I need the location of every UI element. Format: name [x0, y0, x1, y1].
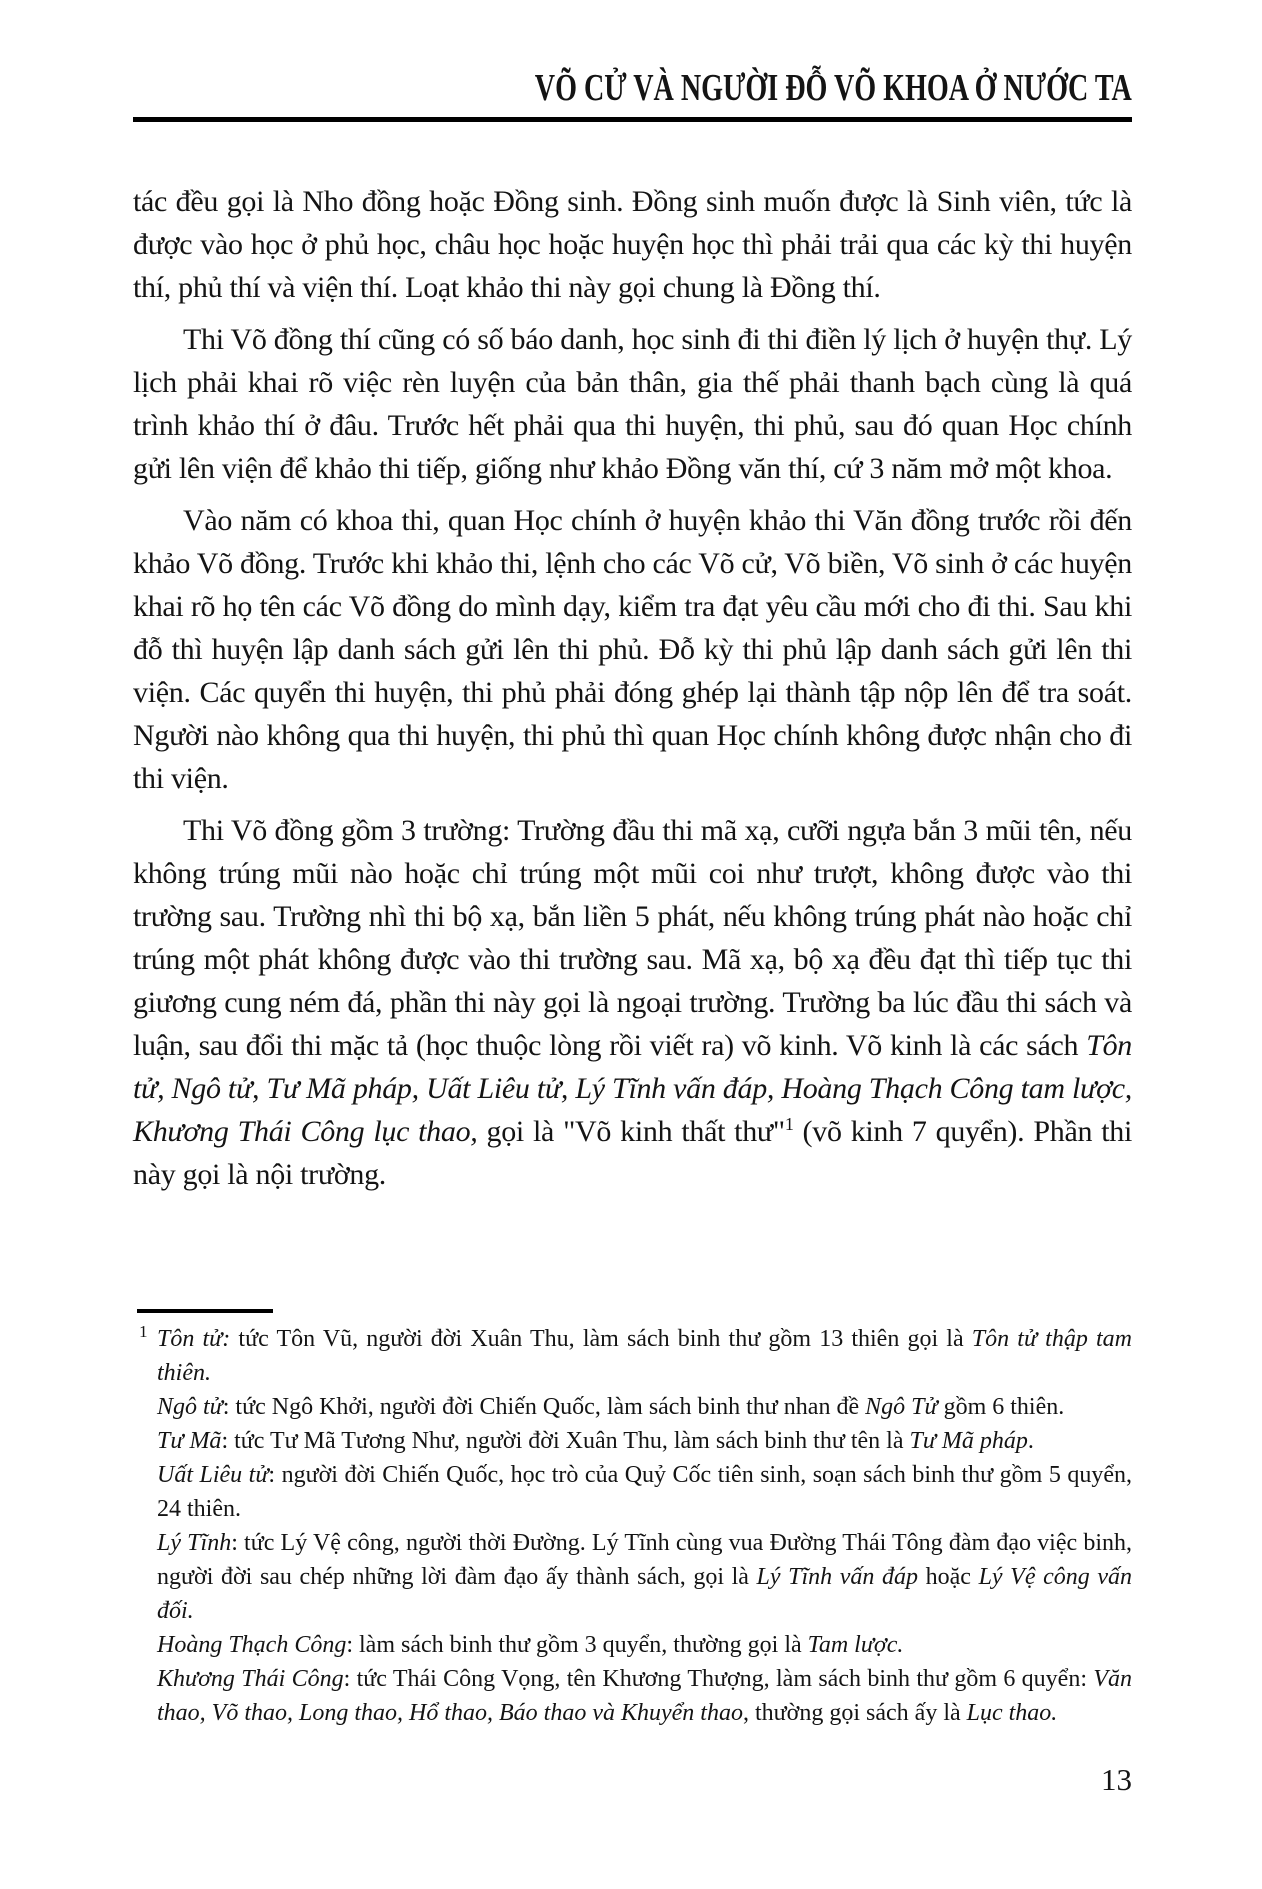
- italic-run: Tư Mã: [157, 1428, 222, 1454]
- italic-run: Tôn tử thập tam thiên.: [157, 1326, 1132, 1386]
- italic-run: Tam lược.: [807, 1632, 904, 1658]
- footnote-separator: [137, 1309, 273, 1313]
- text-run: .: [1027, 1428, 1034, 1454]
- footnote-entry: 1 Tôn tử: tức Tôn Vũ, người đời Xuân Thu, làm sách binh thư gồm 13 thiên gọi là Tôn tử thập tam thiên.: [139, 1322, 1132, 1386]
- italic-run: Khương Thái Công: [157, 1666, 344, 1692]
- italic-run: Lục thao.: [966, 1700, 1058, 1726]
- text-run: : làm sách binh thư gồm 3 quyển, thường gọi là: [346, 1632, 808, 1658]
- text-run: hoặc: [918, 1564, 979, 1590]
- body-text: [133, 180, 1132, 1205]
- text-run: gồm 6 thiên.: [937, 1394, 1065, 1420]
- page-number: 13: [1101, 1762, 1132, 1797]
- italic-run: Uất Liêu tử: [157, 1462, 269, 1488]
- text-run: Thi Võ đồng thí cũng có số báo danh, học sinh đi thi điền lý lịch ở huyện thự. Lý lịch phải khai rõ việc rèn luyện của bản thân, gia thế phải thanh bạch cùng là quá trình khảo thí ở đâu. Trước hết phải qua thi huyện, thi phủ, sau đó quan Học chính gửi lên viện để khảo thi tiếp, giống như khảo Đồng văn thí, cứ 3 năm mở một khoa.: [133, 323, 1132, 485]
- text-run: , thường gọi sách ấy là: [742, 1700, 967, 1726]
- text-run: gọi là "Võ kinh thất thư": [477, 1115, 785, 1148]
- italic-run: Tư Mã pháp: [909, 1428, 1028, 1454]
- paragraph: [133, 809, 1132, 1196]
- paragraph: [133, 318, 1132, 490]
- footnote-entry: [133, 1526, 1132, 1628]
- text-run: : tức Lý Vệ công, người thời Đường. Lý Tĩnh cùng vua Đường Thái Tông đàm đạo việc binh, người đời sau chép những lời đàm đạo ấy thành sách, gọi là: [157, 1530, 1133, 1590]
- text-run: Vào năm có khoa thi, quan Học chính ở huyện khảo thi Văn đồng trước rồi đến khảo Võ đồng. Trước khi khảo thi, lệnh cho các Võ cử, Võ biền, Võ sinh ở các huyện khai rõ họ tên các Võ đồng do mình dạy, kiểm tra đạt yêu cầu mới cho đi thi. Sau khi đỗ thì huyện lập danh sách gửi lên thi phủ. Đỗ kỳ thi phủ lập danh sách gửi lên thi viện. Các quyển thi huyện, thi phủ phải đóng ghép lại thành tập nộp lên để tra soát. Người nào không qua thi huyện, thi phủ thì quan Học chính không được nhận cho đi thi viện.: [133, 504, 1132, 795]
- footnote-entry: [133, 1458, 1132, 1526]
- text-run: : người đời Chiến Quốc, học trò của Quỷ Cốc tiên sinh, soạn sách binh thư gồm 5 quyển, 24 thiên.: [157, 1462, 1132, 1522]
- running-header-title: VÕ CỬ VÀ NGƯỜI ĐỖ VÕ KHOA Ở NƯỚC TA: [534, 67, 1132, 109]
- text-run: : tức Thái Công Vọng, tên Khương Thượng, làm sách binh thư gồm 6 quyển:: [343, 1666, 1094, 1692]
- running-header: [133, 66, 1132, 110]
- text-run: tác đều gọi là Nho đồng hoặc Đồng sinh. Đồng sinh muốn được là Sinh viên, tức là được vào học ở phủ học, châu học hoặc huyện học thì phải trải qua các kỳ thi huyện thí, phủ thí và viện thí. Loạt khảo thi này gọi chung là Đồng thí.: [133, 185, 1132, 304]
- italic-run: Tôn tử, Ngô tử, Tư Mã pháp, Uất Liêu tử, Lý Tĩnh vấn đáp, Hoàng Thạch Công tam lược, Khương Thái Công lục thao,: [133, 1029, 1132, 1148]
- footnote-entry: [133, 1662, 1132, 1730]
- text-run: : tức Tư Mã Tương Như, người đời Xuân Thu, làm sách binh thư tên là: [221, 1428, 910, 1454]
- paragraph: [133, 499, 1132, 800]
- footnote-reference: 1: [784, 1114, 794, 1134]
- italic-run: Ngô tử: [157, 1394, 223, 1420]
- header-rule: [133, 117, 1132, 122]
- footnote-entry: [133, 1628, 1132, 1662]
- text-run: : tức Ngô Khởi, người đời Chiến Quốc, làm sách binh thư nhan đề: [222, 1394, 866, 1420]
- italic-run: Văn thao, Võ thao, Long thao, Hổ thao, Báo thao và Khuyển thao: [157, 1666, 1132, 1726]
- italic-run: Ngô Tử: [865, 1394, 938, 1420]
- footnotes: [133, 1322, 1132, 1730]
- footnote-entry: [133, 1424, 1132, 1458]
- italic-run: Lý Tĩnh vấn đáp: [756, 1564, 919, 1590]
- italic-run: Hoàng Thạch Công: [157, 1632, 347, 1658]
- italic-run: Lý Tĩnh: [157, 1530, 232, 1556]
- footnote-entry: [133, 1390, 1132, 1424]
- italic-run: Lý Vệ công vấn đối.: [157, 1564, 1133, 1624]
- text-run: (võ kinh 7 quyển). Phần thi này gọi là nội trường.: [133, 1115, 1132, 1191]
- text-run: Thi Võ đồng gồm 3 trường: Trường đầu thi mã xạ, cưỡi ngựa bắn 3 mũi tên, nếu không trúng mũi nào hoặc chỉ trúng một mũi coi như trượt, không được vào thi trường sau. Trường nhì thi bộ xạ, bắn liền 5 phát, nếu không trúng phát nào hoặc chỉ trúng một phát không được vào thi trường sau. Mã xạ, bộ xạ đều đạt thì tiếp tục thi giương cung ném đá, phần thi này gọi là ngoại trường. Trường ba lúc đầu thi sách và luận, sau đổi thi mặc tả (học thuộc lòng rồi viết ra) võ kinh. Võ kinh là các sách: [133, 814, 1132, 1062]
- paragraph: [133, 180, 1132, 309]
- italic-run: Tôn tử:: [157, 1326, 231, 1352]
- text-run: tức Tôn Vũ, người đời Xuân Thu, làm sách binh thư gồm 13 thiên gọi là: [230, 1326, 972, 1352]
